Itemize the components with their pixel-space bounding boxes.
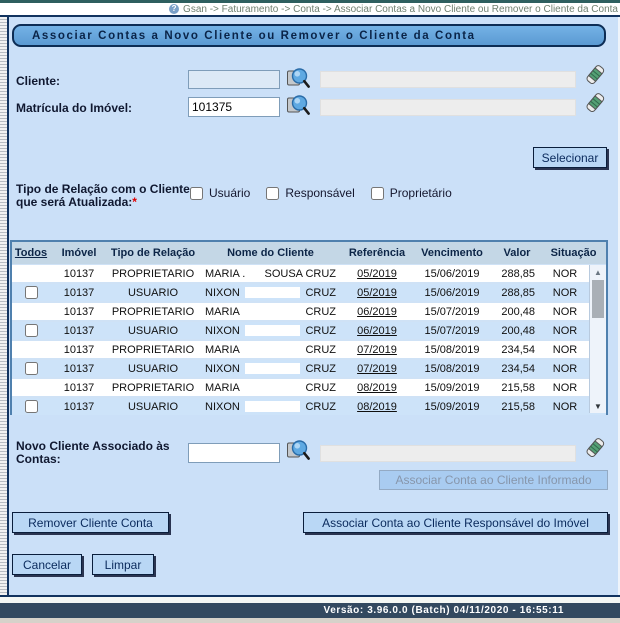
referencia-header: Referência: [348, 246, 406, 259]
cliente-name-display: [320, 71, 576, 88]
row-valor: 234,54: [501, 343, 535, 356]
row-imovel: 10137: [63, 381, 95, 394]
table-row: [12, 360, 606, 377]
situacao-header: Situação: [550, 246, 597, 259]
table-scrollbar[interactable]: [589, 265, 606, 413]
remover-cliente-conta-button[interactable]: Remover Cliente Conta: [12, 512, 169, 533]
row-nome-first: NIXON: [205, 362, 240, 375]
row-valor: 200,48: [501, 324, 535, 337]
redaction-patch: [245, 363, 301, 374]
row-nome-first: MARIA: [205, 305, 240, 318]
row-vencimento: 15/07/2019: [424, 324, 480, 337]
row-nome-last: CRUZ: [305, 362, 336, 375]
matricula-erase-icon[interactable]: [584, 91, 606, 121]
proprietario-checkbox-label[interactable]: Proprietário: [389, 186, 452, 200]
row-nome-first: MARIA: [205, 343, 240, 356]
matricula-label: Matrícula do Imóvel:: [16, 101, 133, 115]
row-select-checkbox[interactable]: [25, 286, 38, 299]
referencia-link[interactable]: 07/2019: [357, 362, 397, 375]
page-title: Associar Contas a Novo Cliente ou Remover o Cliente da Conta: [32, 29, 476, 42]
limpar-button[interactable]: Limpar: [92, 554, 154, 575]
row-nome-first: MARIA: [205, 381, 240, 394]
usuario-checkbox[interactable]: [190, 187, 203, 200]
novo-cliente-input[interactable]: [188, 443, 280, 463]
row-tipo: USUARIO: [127, 286, 179, 299]
row-nome: [198, 325, 343, 337]
row-imovel: 10137: [63, 305, 95, 318]
row-imovel: 10137: [63, 343, 95, 356]
breadcrumb-strip: [0, 3, 620, 15]
row-tipo: PROPRIETARIO: [111, 305, 195, 318]
help-icon[interactable]: ?: [169, 4, 179, 14]
row-vencimento: 15/08/2019: [424, 343, 480, 356]
row-situacao: NOR: [552, 267, 578, 280]
redaction-patch: [245, 306, 301, 317]
left-resize-gutter[interactable]: [0, 17, 7, 595]
proprietario-checkbox[interactable]: [371, 187, 384, 200]
novo-cliente-label: [16, 440, 170, 466]
redaction-patch: [250, 268, 259, 279]
row-imovel: 10137: [63, 267, 95, 280]
row-situacao: NOR: [552, 400, 578, 413]
vencimento-header: Vencimento: [421, 246, 483, 259]
row-vencimento: 15/07/2019: [424, 305, 480, 318]
row-imovel: 10137: [63, 286, 95, 299]
row-situacao: NOR: [552, 381, 578, 394]
row-referencia: [343, 325, 411, 337]
referencia-link[interactable]: 08/2019: [357, 400, 397, 413]
row-situacao: NOR: [552, 305, 578, 318]
selecionar-button[interactable]: Selecionar: [533, 147, 607, 168]
relacao-checkbox-group: [190, 186, 462, 200]
imovel-name-display: [320, 99, 576, 116]
row-tipo: PROPRIETARIO: [111, 343, 195, 356]
table-row: [12, 341, 606, 358]
row-checkbox-cell: [12, 286, 50, 299]
cliente-label: Cliente:: [16, 74, 61, 88]
nome-header: Nome do Cliente: [227, 246, 314, 259]
row-situacao: NOR: [552, 286, 578, 299]
row-tipo: USUARIO: [127, 324, 179, 337]
row-nome: [198, 306, 343, 318]
usuario-checkbox-label[interactable]: Usuário: [209, 186, 251, 200]
row-nome-last: CRUZ: [305, 324, 336, 337]
table-body: [12, 265, 606, 415]
row-nome: [198, 287, 343, 299]
version-text: Versão: 3.96.0.0 (Batch) 04/11/2020 - 16:55:11: [323, 605, 564, 616]
redaction-patch: [245, 401, 301, 412]
row-vencimento: 15/09/2019: [424, 381, 480, 394]
row-select-checkbox[interactable]: [25, 362, 38, 375]
row-checkbox-cell: [12, 400, 50, 413]
matricula-input[interactable]: [188, 97, 280, 117]
row-tipo: PROPRIETARIO: [111, 267, 195, 280]
novo-cliente-label-line1: Novo Cliente Associado às: [16, 439, 170, 453]
row-referencia: [343, 344, 411, 356]
cliente-search-icon[interactable]: [286, 66, 310, 95]
scroll-thumb[interactable]: [592, 280, 604, 318]
row-referencia: [343, 268, 411, 280]
contas-table: [10, 240, 608, 415]
row-nome: [198, 401, 343, 413]
redaction-patch: [245, 325, 301, 336]
table-row: [12, 322, 606, 339]
referencia-link[interactable]: 06/2019: [357, 305, 397, 318]
row-nome-first: NIXON: [205, 286, 240, 299]
associar-cliente-responsavel-button[interactable]: Associar Conta ao Cliente Responsável do Imóvel: [303, 512, 608, 533]
cliente-code-input: [188, 70, 280, 89]
row-nome-last: CRUZ: [305, 343, 336, 356]
row-situacao: NOR: [552, 324, 578, 337]
redaction-patch: [245, 382, 301, 393]
associar-cliente-informado-button: Associar Conta ao Cliente Informado: [379, 470, 608, 490]
scroll-up-icon[interactable]: ▲: [594, 267, 602, 277]
imovel-header: Imóvel: [61, 246, 97, 259]
row-valor: 234,54: [501, 362, 535, 375]
row-checkbox-cell: [12, 324, 50, 337]
row-referencia: [343, 363, 411, 375]
row-valor: 288,85: [501, 267, 535, 280]
row-nome-last: CRUZ: [305, 286, 336, 299]
table-row: [12, 379, 606, 396]
row-referencia: [343, 306, 411, 318]
breadcrumb[interactable]: [169, 4, 618, 15]
footer-bar: [0, 603, 620, 618]
row-nome: [198, 268, 343, 280]
row-referencia: [343, 382, 411, 394]
referencia-link[interactable]: 08/2019: [357, 381, 397, 394]
row-nome-last: SOUSA CRUZ: [264, 267, 336, 280]
row-nome-last: CRUZ: [305, 400, 336, 413]
row-checkbox-cell: [12, 362, 50, 375]
row-nome: [198, 344, 343, 356]
table-header-row: [12, 242, 606, 264]
redaction-patch: [245, 287, 301, 298]
referencia-link[interactable]: 07/2019: [357, 343, 397, 356]
referencia-link[interactable]: 05/2019: [357, 267, 397, 280]
row-nome-last: CRUZ: [305, 305, 336, 318]
row-tipo: USUARIO: [127, 362, 179, 375]
row-nome: [198, 363, 343, 375]
row-nome-first: NIXON: [205, 324, 240, 337]
row-vencimento: 15/09/2019: [424, 400, 480, 413]
row-nome: [198, 382, 343, 394]
row-imovel: 10137: [63, 400, 95, 413]
novo-cliente-name-display: [320, 445, 576, 462]
tipo-relacao-label-line2: que será Atualizada:: [16, 195, 133, 209]
referencia-link[interactable]: 05/2019: [357, 286, 397, 299]
cliente-erase-icon[interactable]: [584, 63, 606, 93]
responsavel-checkbox[interactable]: [266, 187, 279, 200]
row-referencia: [343, 287, 411, 299]
window-bottom-strip: [0, 618, 620, 623]
referencia-link[interactable]: 06/2019: [357, 324, 397, 337]
novo-cliente-erase-icon[interactable]: [584, 436, 606, 466]
row-select-checkbox[interactable]: [25, 400, 38, 413]
row-valor: 215,58: [501, 400, 535, 413]
row-tipo: USUARIO: [127, 400, 179, 413]
row-vencimento: 15/06/2019: [424, 267, 480, 280]
breadcrumb-text: Gsan -> Faturamento -> Conta -> Associar Contas a Novo Cliente ou Remover o Cliente da Conta: [183, 3, 618, 15]
matricula-search-icon[interactable]: [286, 93, 310, 122]
row-imovel: 10137: [63, 324, 95, 337]
required-marker: *: [132, 195, 137, 209]
cancelar-button[interactable]: Cancelar: [12, 554, 82, 575]
novo-cliente-search-icon[interactable]: [286, 438, 310, 467]
left-border: [7, 17, 9, 595]
row-nome-first: MARIA .: [205, 267, 246, 280]
todos-header-link[interactable]: Todos: [14, 246, 48, 259]
row-tipo: PROPRIETARIO: [111, 381, 195, 394]
table-row: [12, 303, 606, 320]
row-vencimento: 15/08/2019: [424, 362, 480, 375]
valor-header: Valor: [503, 246, 531, 259]
table-row: [12, 265, 606, 282]
novo-cliente-label-line2: Contas:: [16, 452, 61, 466]
tipo-relacao-label: [16, 183, 190, 209]
row-referencia: [343, 401, 411, 413]
row-situacao: NOR: [552, 343, 578, 356]
row-valor: 200,48: [501, 305, 535, 318]
tipo-header: Tipo de Relação: [110, 246, 196, 259]
row-nome-first: NIXON: [205, 400, 240, 413]
row-select-checkbox[interactable]: [25, 324, 38, 337]
row-valor: 215,58: [501, 381, 535, 394]
row-nome-last: CRUZ: [305, 381, 336, 394]
page-title-bar: [12, 24, 606, 47]
redaction-patch: [245, 344, 301, 355]
table-row: [12, 284, 606, 301]
scroll-down-icon[interactable]: ▼: [594, 401, 602, 411]
tipo-relacao-label-line1: Tipo de Relação com o Cliente: [16, 182, 190, 196]
row-vencimento: 15/06/2019: [424, 286, 480, 299]
row-imovel: 10137: [63, 362, 95, 375]
row-situacao: NOR: [552, 362, 578, 375]
responsavel-checkbox-label[interactable]: Responsável: [285, 186, 355, 200]
table-row: [12, 398, 606, 415]
row-valor: 288,85: [501, 286, 535, 299]
